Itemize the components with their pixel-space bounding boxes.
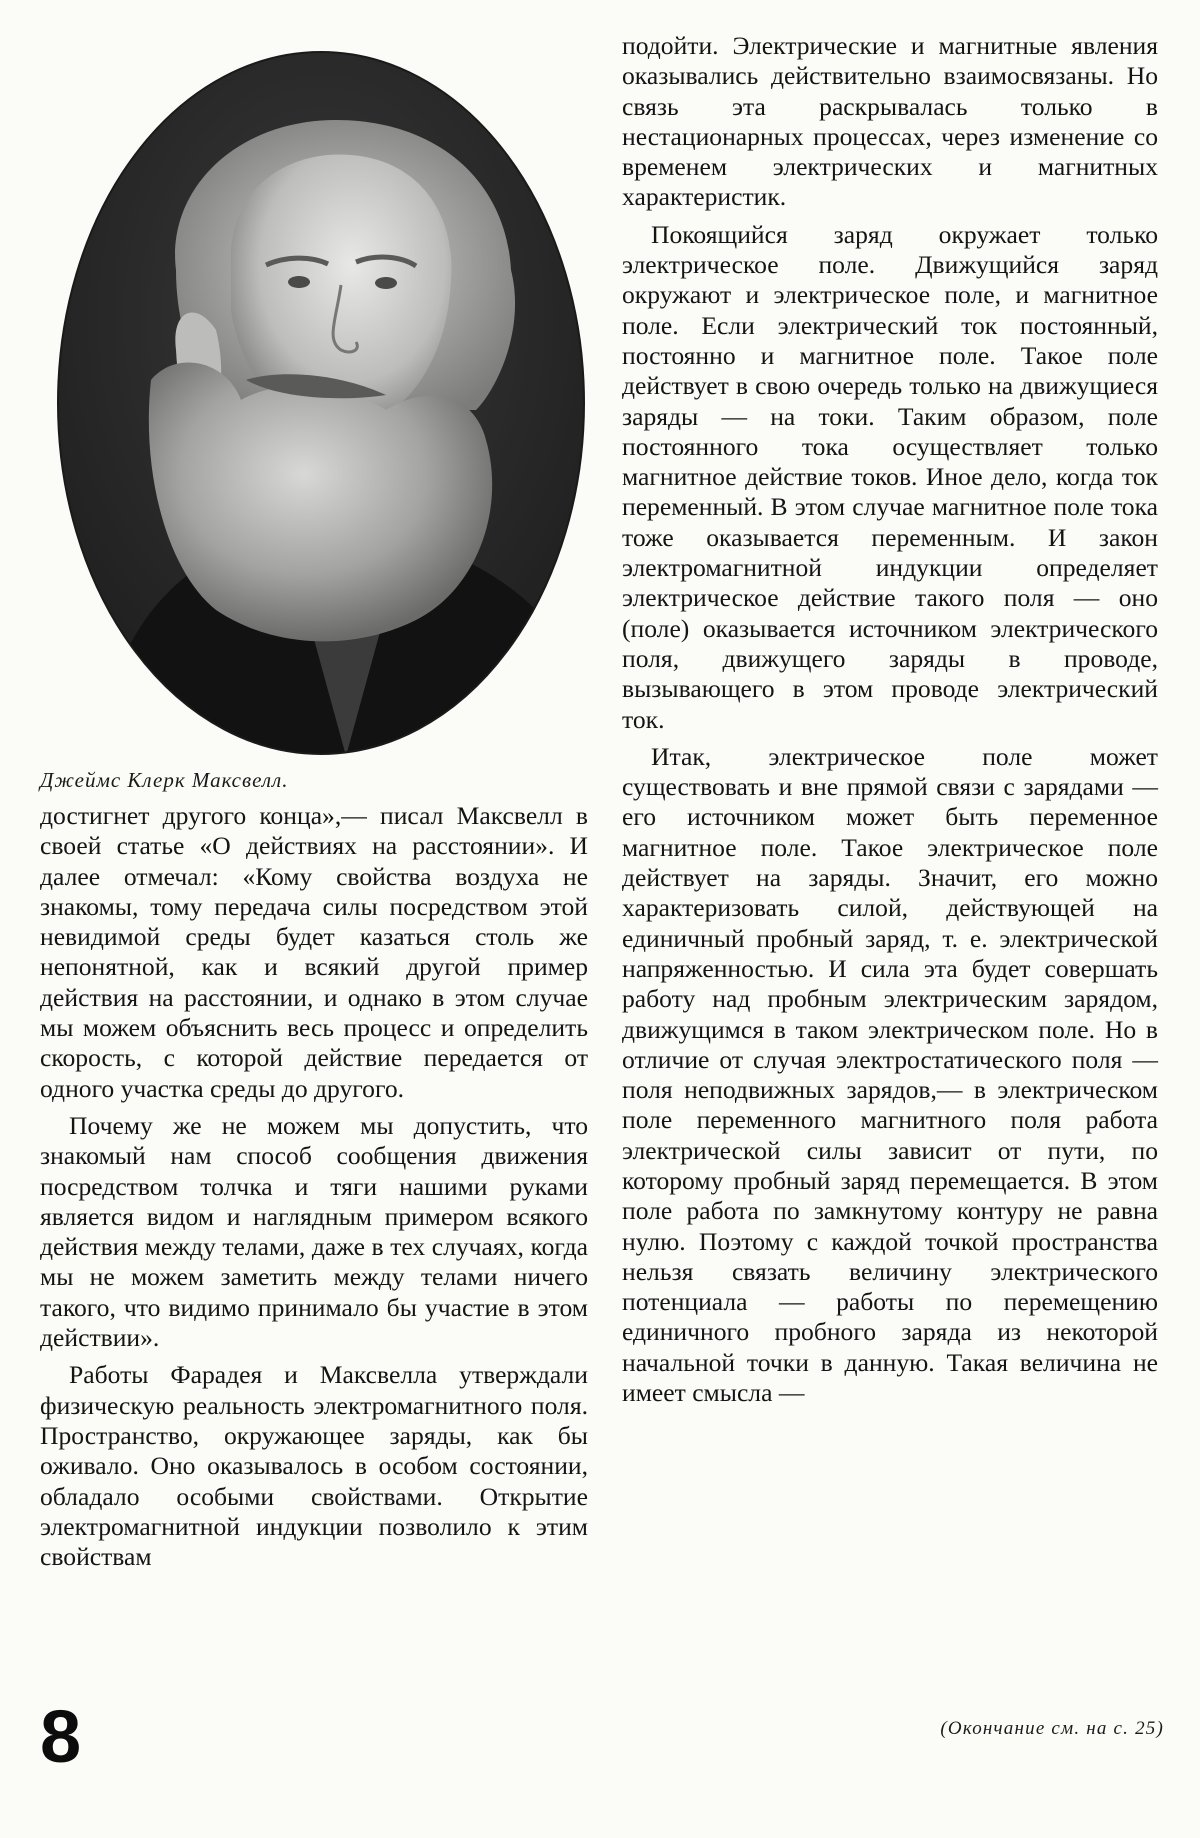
paragraph: Покоящийся заряд окружает только электрическое поле. Движущийся заряд окружают и электрическое поле, и магнитное поле. Если электрический ток постоянный, постоянно и магнитное поле. Такое поле действует в свою очередь только на движущиеся заряды — на токи. Таким образом, поле постоянного тока осуществляет только магнитное действие токов. Иное дело, когда ток переменный. В этом случае магнитное поле тока тоже оказывается переменным. И закон электромагнитной индукции определяет электрическое действие такого поля — оно (поле) оказывается источником электрического поля, движущего заряды в проводе, вызывающего в этом проводе электрический ток. bbox=[622, 219, 1158, 734]
paragraph: достигнет другого конца»,— писал Максвелл в своей статье «О действиях на расстоянии». И далее отмечал: «Кому свойства воздуха не знакомы, тому передача силы посредством этой невидимой среды будет казаться столь же непонятной, как и всякий другой пример действия на расстоянии, и однако в этом случае мы можем объяснить весь процесс и определить скорость, с которой действие передается от одного участка среды до другого. bbox=[40, 801, 588, 1103]
paragraph: Работы Фарадея и Максвелла утверждали физическую реальность электромагнитного поля. Пространство, окружающее заряды, как бы оживало. Оно оказывалось в особом состоянии, обладало особыми свойствами. Открытие электромагнитной индукции позволило к этим свойствам bbox=[40, 1360, 588, 1572]
portrait-illustration bbox=[56, 50, 586, 756]
page-number: 8 bbox=[40, 1695, 82, 1778]
portrait-image bbox=[56, 50, 586, 756]
paragraph: Почему же не можем мы допустить, что знакомый нам способ сообщения движения посредством толчка и тяги нашими руками является видом и наглядным примером всякого действия между телами, даже в тех случаях, когда мы не можем заметить между телами ничего такого, что видимо принимало бы участие в этом действии». bbox=[40, 1110, 588, 1353]
paragraph: подойти. Электрические и магнитные явления оказывались действительно взаимосвязаны. Но связь эта раскрывалась только в нестационарных процессах, через изменение со временем электрических и магнитных характеристик. bbox=[622, 31, 1158, 212]
paragraph: Итак, электрическое поле может существовать и вне прямой связи с зарядами — его источником может быть переменное магнитное поле. Такое электрическое поле действует на заряды. Значит, его можно характеризовать силой, действующей на единичный пробный заряд, т. е. электрической напряженностью. И сила эта будет совершать работу над пробным электрическим зарядом, движущимся в таком электрическом поле. Но в отличие от случая электростатического поля — поля неподвижных зарядов,— в электрическом поле переменного магнитного поля работа электрической силы зависит от пути, по которому пробный заряд перемещается. В этом поле работа по замкнутому контуру не равна нулю. Поэтому с каждой точкой пространства нельзя связать величину электрического потенциала — работы по перемещению единичного пробного заряда из некоторой начальной точки в данную. Такая величина не имеет смысла — bbox=[622, 741, 1158, 1408]
right-text-column bbox=[622, 31, 1158, 1415]
left-text-column bbox=[40, 801, 588, 1579]
continuation-note: (Окончание см. на с. 25) bbox=[940, 1718, 1164, 1739]
figure-caption: Джеймс Клерк Максвелл. bbox=[40, 768, 289, 792]
